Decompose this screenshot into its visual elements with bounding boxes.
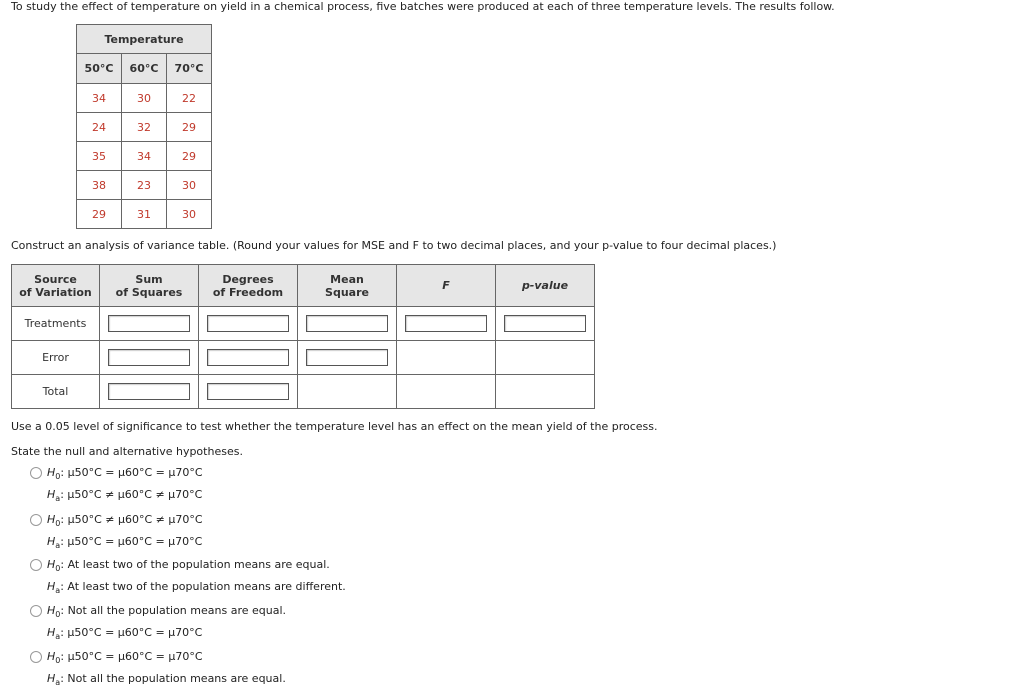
significance-question: Use a 0.05 level of significance to test whether the temperature level has an effect on the mean yield of the process.	[11, 420, 658, 433]
cell: 38	[77, 171, 122, 200]
cell: 29	[167, 142, 212, 171]
treatments-df-input[interactable]	[207, 315, 289, 332]
empty-cell	[496, 341, 595, 375]
error-df-input[interactable]	[207, 349, 289, 366]
hypothesis-option-2[interactable]: $H_0$: μ50°C ≠ μ60°C ≠ μ70°C $H_a$: μ50°C = μ60°C = μ70°C	[30, 511, 203, 555]
option-3-h0: : At least two of the population means are equal.	[60, 558, 330, 571]
header-p-value: p-value	[496, 265, 595, 307]
cell: 29	[167, 113, 212, 142]
cell: 32	[122, 113, 167, 142]
empty-cell	[397, 375, 496, 409]
radio-button[interactable]	[30, 514, 42, 526]
f-input[interactable]	[405, 315, 487, 332]
option-5-h0: : μ50°C = μ60°C = μ70°C	[60, 650, 203, 663]
hypothesis-option-1[interactable]: $H_0$: μ50°C = μ60°C = μ70°C $H_a$: μ50°C ≠ μ60°C ≠ μ70°C	[30, 464, 203, 508]
col-50c: 50°C	[77, 54, 122, 84]
radio-button[interactable]	[30, 651, 42, 663]
cell: 29	[77, 200, 122, 229]
header-sum-of-squares: Sum of Squares	[100, 265, 199, 307]
option-5-ha: : Not all the population means are equal.	[60, 672, 286, 686]
cell: 35	[77, 142, 122, 171]
col-60c: 60°C	[122, 54, 167, 84]
empty-cell	[298, 375, 397, 409]
total-df-input[interactable]	[207, 383, 289, 400]
radio-button[interactable]	[30, 467, 42, 479]
option-2-h0: : μ50°C ≠ μ60°C ≠ μ70°C	[60, 513, 203, 526]
error-ms-input[interactable]	[306, 349, 388, 366]
error-ss-input[interactable]	[108, 349, 190, 366]
cell: 23	[122, 171, 167, 200]
cell: 24	[77, 113, 122, 142]
cell: 30	[167, 171, 212, 200]
cell: 31	[122, 200, 167, 229]
cell: 34	[77, 84, 122, 113]
intro-text: To study the effect of temperature on yield in a chemical process, five batches were produced at each of three temperature levels. The results follow.	[11, 0, 835, 13]
cell: 22	[167, 84, 212, 113]
anova-row-error	[12, 341, 595, 375]
col-70c: 70°C	[167, 54, 212, 84]
option-1-ha: : μ50°C ≠ μ60°C ≠ μ70°C	[60, 488, 203, 502]
hypothesis-option-3[interactable]: $H_0$: At least two of the population means are equal. $H_a$: At least two of the population means are different.	[30, 556, 346, 600]
option-4-h0: : Not all the population means are equal.	[60, 604, 286, 617]
anova-table	[11, 264, 595, 409]
hypotheses-prompt: State the null and alternative hypotheses.	[11, 445, 243, 458]
empty-cell	[496, 375, 595, 409]
radio-button[interactable]	[30, 605, 42, 617]
table-row	[77, 113, 212, 142]
cell: 30	[167, 200, 212, 229]
treatments-ms-input[interactable]	[306, 315, 388, 332]
construct-instructions: Construct an analysis of variance table. (Round your values for MSE and F to two decimal places, and your p-value to four decimal places.)	[11, 239, 777, 252]
anova-row-total	[12, 375, 595, 409]
radio-button[interactable]	[30, 559, 42, 571]
p-value-input[interactable]	[504, 315, 586, 332]
option-3-ha: : At least two of the population means are different.	[60, 580, 346, 594]
header-degrees-of-freedom: Degrees of Freedom	[199, 265, 298, 307]
option-4-ha: : μ50°C = μ60°C = μ70°C	[60, 626, 203, 640]
cell: 30	[122, 84, 167, 113]
row-label-error: Error	[12, 341, 100, 375]
table-row	[77, 171, 212, 200]
cell: 34	[122, 142, 167, 171]
table-row	[77, 142, 212, 171]
header-f: F	[397, 265, 496, 307]
header-mean-square: Mean Square	[298, 265, 397, 307]
empty-cell	[397, 341, 496, 375]
option-2-ha: : μ50°C = μ60°C = μ70°C	[60, 535, 203, 549]
row-label-total: Total	[12, 375, 100, 409]
row-label-treatments: Treatments	[12, 307, 100, 341]
header-source: Source of Variation	[12, 265, 100, 307]
hypothesis-option-4[interactable]: $H_0$: Not all the population means are equal. $H_a$: μ50°C = μ60°C = μ70°C	[30, 602, 286, 646]
total-ss-input[interactable]	[108, 383, 190, 400]
anova-header-row	[12, 265, 595, 307]
anova-row-treatments	[12, 307, 595, 341]
temperature-table	[76, 24, 212, 229]
treatments-ss-input[interactable]	[108, 315, 190, 332]
hypothesis-option-5[interactable]: $H_0$: μ50°C = μ60°C = μ70°C $H_a$: Not all the population means are equal.	[30, 648, 286, 692]
table-row	[77, 84, 212, 113]
temperature-title: Temperature	[77, 25, 212, 54]
table-row	[77, 200, 212, 229]
option-1-h0: : μ50°C = μ60°C = μ70°C	[60, 466, 203, 479]
